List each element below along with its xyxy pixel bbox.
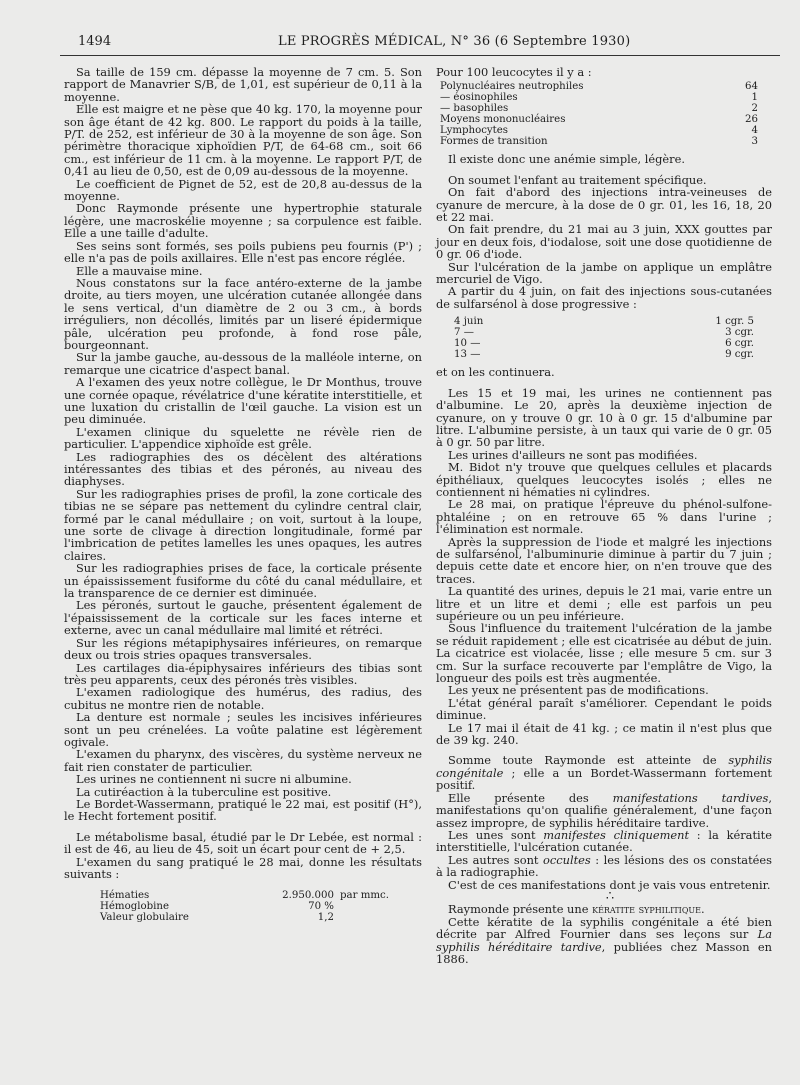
paragraph: Les yeux ne présentent pas de modifications. (448, 683, 709, 698)
paragraph: Le Bordet-Wassermann, pratiqué le 22 mai, est positif (H°), le Hecht fortement positif. (64, 796, 422, 824)
table-cell-value: 6 cgr. (725, 338, 754, 350)
paragraph: Le 28 mai, on pratique l'épreuve du phénol-sulfone-phtaléine ; on en retrouve 65 % dans l'urine ; l'élimination est normale. (436, 497, 772, 537)
table-cell-label: Moyens mononucléaires (440, 114, 566, 126)
italic-text: syphilis congénitale (436, 753, 772, 780)
small-caps-text: kératite syphilitique (592, 902, 701, 917)
text-run: : la kératite interstitielle, l'ulcération cutanée. (436, 827, 772, 855)
paragraph: Les urines d'ailleurs ne sont pas modifiées. (448, 447, 698, 462)
paragraph: Les urines ne contiennent ni sucre ni albumine. (76, 772, 352, 787)
paragraph (436, 792, 772, 829)
table-cell-label: 7 — (454, 327, 474, 339)
paragraph: La denture est normale ; seules les incisives inférieures sont un peu crénelées. La voûte palatine est légèrement ogivale. (64, 710, 422, 749)
text-run: ; elle a un Bordet-Wassermann fortement positif. (436, 765, 772, 793)
paragraph: La quantité des urines, depuis le 21 mai, varie entre un litre et un litre et demi ; elle est parfois un peu supérieure ou un peu inférieure. (436, 584, 772, 623)
paragraph: A partir du 4 juin, on fait des injections sous-cutanées de sulfarsénol à dose progressive : (436, 284, 772, 311)
text-run: Les autres sont (448, 852, 543, 867)
italic-text: La syphilis héréditaire tardive (436, 927, 772, 954)
paragraph: Sur la jambe gauche, au-dessous de la malléole interne, on remarque une cicatrice d'aspect banal. (64, 350, 422, 377)
table-cell-value: 2 (751, 103, 758, 115)
blood-table (100, 890, 400, 923)
paragraph: L'examen du pharynx, des viscères, du système nerveux ne fait rien constater de particulier. (64, 747, 422, 774)
paragraph: Pour 100 leucocytes il y a : (436, 65, 592, 79)
table-cell-label: Polynucléaires neutrophiles (440, 81, 584, 93)
paragraph: Le métabolisme basal, étudié par le Dr Lebée, est normal : il est de 46, au lieu de 45, soit un écart pour cent de + 2,5. (64, 829, 422, 857)
text-run: , publiées chez Masson en 1886. (436, 939, 772, 966)
table-cell-value: 2.950.000 (282, 890, 334, 902)
text-run: , manifestations qu'on qualifie généralement, d'une façon assez impropre, de syphilis héréditaire tardive. (436, 790, 772, 830)
leucocyte-table (440, 81, 758, 147)
table-cell-value: 26 (745, 114, 758, 126)
table-row (454, 327, 754, 338)
paragraph: Ses seins sont formés, ses poils pubiens peu fournis (P') ; elle n'a pas de poils axillaires. Elle n'est pas encore réglée. (64, 238, 422, 266)
page-number: 1494 (78, 34, 112, 49)
paragraph: L'examen du sang pratiqué le 28 mai, donne les résultats suivants : (64, 854, 422, 881)
paragraph: L'examen clinique du squelette ne révèle rien de particulier. L'appendice xiphoïde est grêle. (64, 424, 422, 452)
left-column (64, 66, 422, 923)
table-row (100, 912, 400, 923)
table-cell-label: Hématies (100, 890, 150, 902)
text-run: Somme toute Raymonde est atteinte de (448, 753, 729, 768)
paragraph: Elle est maigre et ne pèse que 40 kg. 170, la moyenne pour son âge étant de 42 kg. 800. Le rapport du poids à la taille, P/T. de 252, est inférieur de 30 à la moyenne de son âge. Son périmètre thoracique xiphoïdien P/T, de 64-68 cm., soit 66 cm., est inférieur de 11 cm. à la moyenne. Le rapport P/T, de 0,41 au lieu de 0,50, est de 0,09 au-dessous de la moyenne. (64, 102, 422, 179)
table-row (440, 125, 758, 136)
paragraph: Nous constatons sur la face antéro-externe de la jambe droite, au tiers moyen, une ulcération cutanée allongée dans le sens vertical, d'un diamètre de 2 ou 3 cm., à bords irréguliers, non décollés, limités par un liseré épidermique pâle, ulcération peu profonde, à fond rose pâle, bourgeonnant. (64, 275, 422, 352)
table-cell-value: 1,2 (317, 912, 334, 924)
italic-text: manifestes cliniquement (543, 827, 690, 842)
paragraph: A l'examen des yeux notre collègue, le Dr Monthus, trouve une cornée opaque, révélatrice d'une kératite interstitielle, et une luxation du cristallin de l'œil gauche. La vision est un peu diminuée. (64, 375, 422, 427)
text-run: Elle présente des (448, 790, 613, 805)
paragraph: Donc Raymonde présente une hypertrophie staturale légère, une macroskélie moyenne ; sa corpulence est faible. Elle a une taille d'adulte. (64, 201, 422, 241)
paragraph: Sur les radiographies prises de face, la corticale présente un épaississement fusiforme du côté du canal médullaire, et la transparence de ce dernier est diminuée. (64, 561, 422, 601)
table-row (440, 81, 758, 92)
injection-table (454, 316, 754, 360)
table-cell-value: 9 cgr. (725, 349, 754, 361)
journal-title: LE PROGRÈS MÉDICAL, N° 36 (6 Septembre 1930) (278, 34, 631, 49)
text-run: Les unes sont (448, 827, 544, 842)
table-cell-unit (334, 901, 400, 912)
table-row (440, 114, 758, 125)
paragraph: Il existe donc une anémie simple, légère. (448, 152, 685, 167)
table-row (440, 103, 758, 114)
paragraph: On soumet l'enfant au traitement spécifique. (448, 172, 707, 187)
table-cell-label: 13 — (454, 349, 481, 361)
table-cell-label: Formes de transition (440, 136, 548, 148)
paragraph: On fait d'abord des injections intra-veineuses de cyanure de mercure, à la dose de 0 gr. 01, les 16, 18, 20 et 22 mai. (436, 185, 772, 225)
paragraph: Les 15 et 19 mai, les urines ne contiennent pas d'albumine. Le 20, après la deuxième injection de cyanure, on y trouve 0 gr. 10 à 0 gr. 15 d'albumine par litre. L'albumine persiste, à un taux qui varie de 0 gr. 05 à 0 gr. 50 par litre. (436, 385, 772, 450)
table-cell-value: 3 (751, 136, 758, 148)
table-row (454, 316, 754, 327)
paragraph: Sa taille de 159 cm. dépasse la moyenne de 7 cm. 5. Son rapport de Manavrier S/B, de 1,01, est supérieur de 0,11 à la moyenne. (64, 65, 422, 104)
paragraph (436, 829, 772, 854)
paragraph: Le coefficient de Pignet de 52, est de 20,8 au-dessus de la moyenne. (64, 176, 422, 204)
table-row (454, 338, 754, 349)
table-row (100, 890, 400, 901)
table-cell-value: 1 cgr. 5 (715, 316, 754, 328)
table-cell-value: 3 cgr. (725, 327, 754, 339)
paragraph: M. Bidot n'y trouve que quelques cellules et placards épithéliaux, quelques leucocytes isolés ; elles ne contiennent ni hématies ni cylindres. (436, 460, 772, 499)
table-cell-value: 4 (751, 125, 758, 137)
table-cell-label: — basophiles (440, 103, 509, 115)
table-row (440, 92, 758, 103)
right-column (436, 66, 772, 965)
table-cell-label: Hémoglobine (100, 901, 169, 913)
table-row (100, 901, 400, 912)
header-rule (60, 55, 780, 56)
table-row (440, 136, 758, 147)
table-cell-unit: par mmc. (340, 890, 389, 902)
paragraph: On fait prendre, du 21 mai au 3 juin, XXX gouttes par jour en deux fois, d'iodalose, soit une dose quotidienne de 0 gr. 06 d'iode. (436, 222, 772, 262)
text-run: Cette kératite de la syphilis congénitale a été bien décrite par Alfred Fournier dans ses leçons sur (436, 914, 772, 942)
paragraph: Les cartilages dia-épiphysaires inférieurs des tibias sont très peu apparents, ceux des péronés très visibles. (64, 660, 422, 687)
table-cell-label: — éosinophiles (440, 92, 518, 104)
table-cell-label: 4 juin (454, 316, 484, 328)
running-header (78, 34, 776, 52)
table-cell-label: Lymphocytes (440, 125, 509, 137)
text-run: . (700, 902, 705, 917)
paragraph: Sur les radiographies prises de profil, la zone corticale des tibias ne se sépare pas nettement du cylindre central clair, formé par le canal médullaire ; on voit, surtout à la loupe, une sorte de clivage à direction longitudinale, formé par l'imbrication de petites lamelles les unes opaques, les autres claires. (64, 486, 422, 563)
paragraph: Après la suppression de l'iode et malgré les injections de sulfarsénol, l'albuminurie diminue à partir du 7 juin ; depuis cette date et encore hier, on n'en trouve que des traces. (436, 534, 772, 586)
paragraph: L'examen radiologique des humérus, des radius, des cubitus ne montre rien de notable. (64, 685, 422, 712)
table-cell-label: Valeur globulaire (100, 912, 189, 924)
text-run: : les lésions des os constatées à la radiographie. (436, 852, 772, 880)
table-cell-value: 1 (751, 92, 758, 104)
paragraph: et on les continuera. (436, 365, 555, 380)
paragraph: L'état général paraît s'améliorer. Cependant le poids diminue. (436, 695, 772, 723)
paragraph: Les péronés, surtout le gauche, présentent également de l'épaississement de la corticale sur les faces interne et externe, avec un canal médullaire mal limité et rétréci. (64, 598, 422, 638)
paragraph: Sur les régions métapiphysaires inférieures, on remarque deux ou trois stries opaques transversales. (64, 635, 422, 663)
paragraph: C'est de ces manifestations dont je vais vous entretenir. (448, 877, 771, 892)
italic-text: manifestations tardives (612, 790, 769, 805)
paragraph: La cutiréaction à la tuberculine est positive. (76, 784, 332, 799)
table-cell-unit (334, 912, 400, 923)
text-run: Raymonde présente une (448, 902, 593, 917)
paragraph (436, 854, 772, 879)
table-row (454, 349, 754, 360)
paragraph: Le 17 mai il était de 41 kg. ; ce matin il n'est plus que de 39 kg. 240. (436, 720, 772, 748)
table-cell-value: 70 % (308, 901, 334, 913)
italic-text: occultes (543, 852, 591, 867)
paragraph: Sur l'ulcération de la jambe on applique un emplâtre mercuriel de Vigo. (436, 259, 772, 287)
table-cell-label: 10 — (454, 338, 481, 350)
table-cell-value: 64 (745, 81, 758, 93)
section-separator: ∴ (605, 888, 615, 904)
paragraph: Les radiographies des os décèlent des altérations intéressantes des tibias et des péronés, au niveau des diaphyses. (64, 449, 422, 489)
paragraph (436, 754, 772, 791)
paragraph: Sous l'influence du traitement l'ulcération de la jambe se réduit rapidement ; elle est cicatrisée au début de juin. La cicatrice est violacée, lisse ; elle mesure 5 cm. sur 3 cm. Sur la surface recouverte par l'emplâtre de Vigo, la longueur des poils est très augmentée. (436, 621, 772, 686)
paragraph (436, 916, 772, 966)
paragraph: Elle a mauvaise mine. (76, 263, 203, 278)
